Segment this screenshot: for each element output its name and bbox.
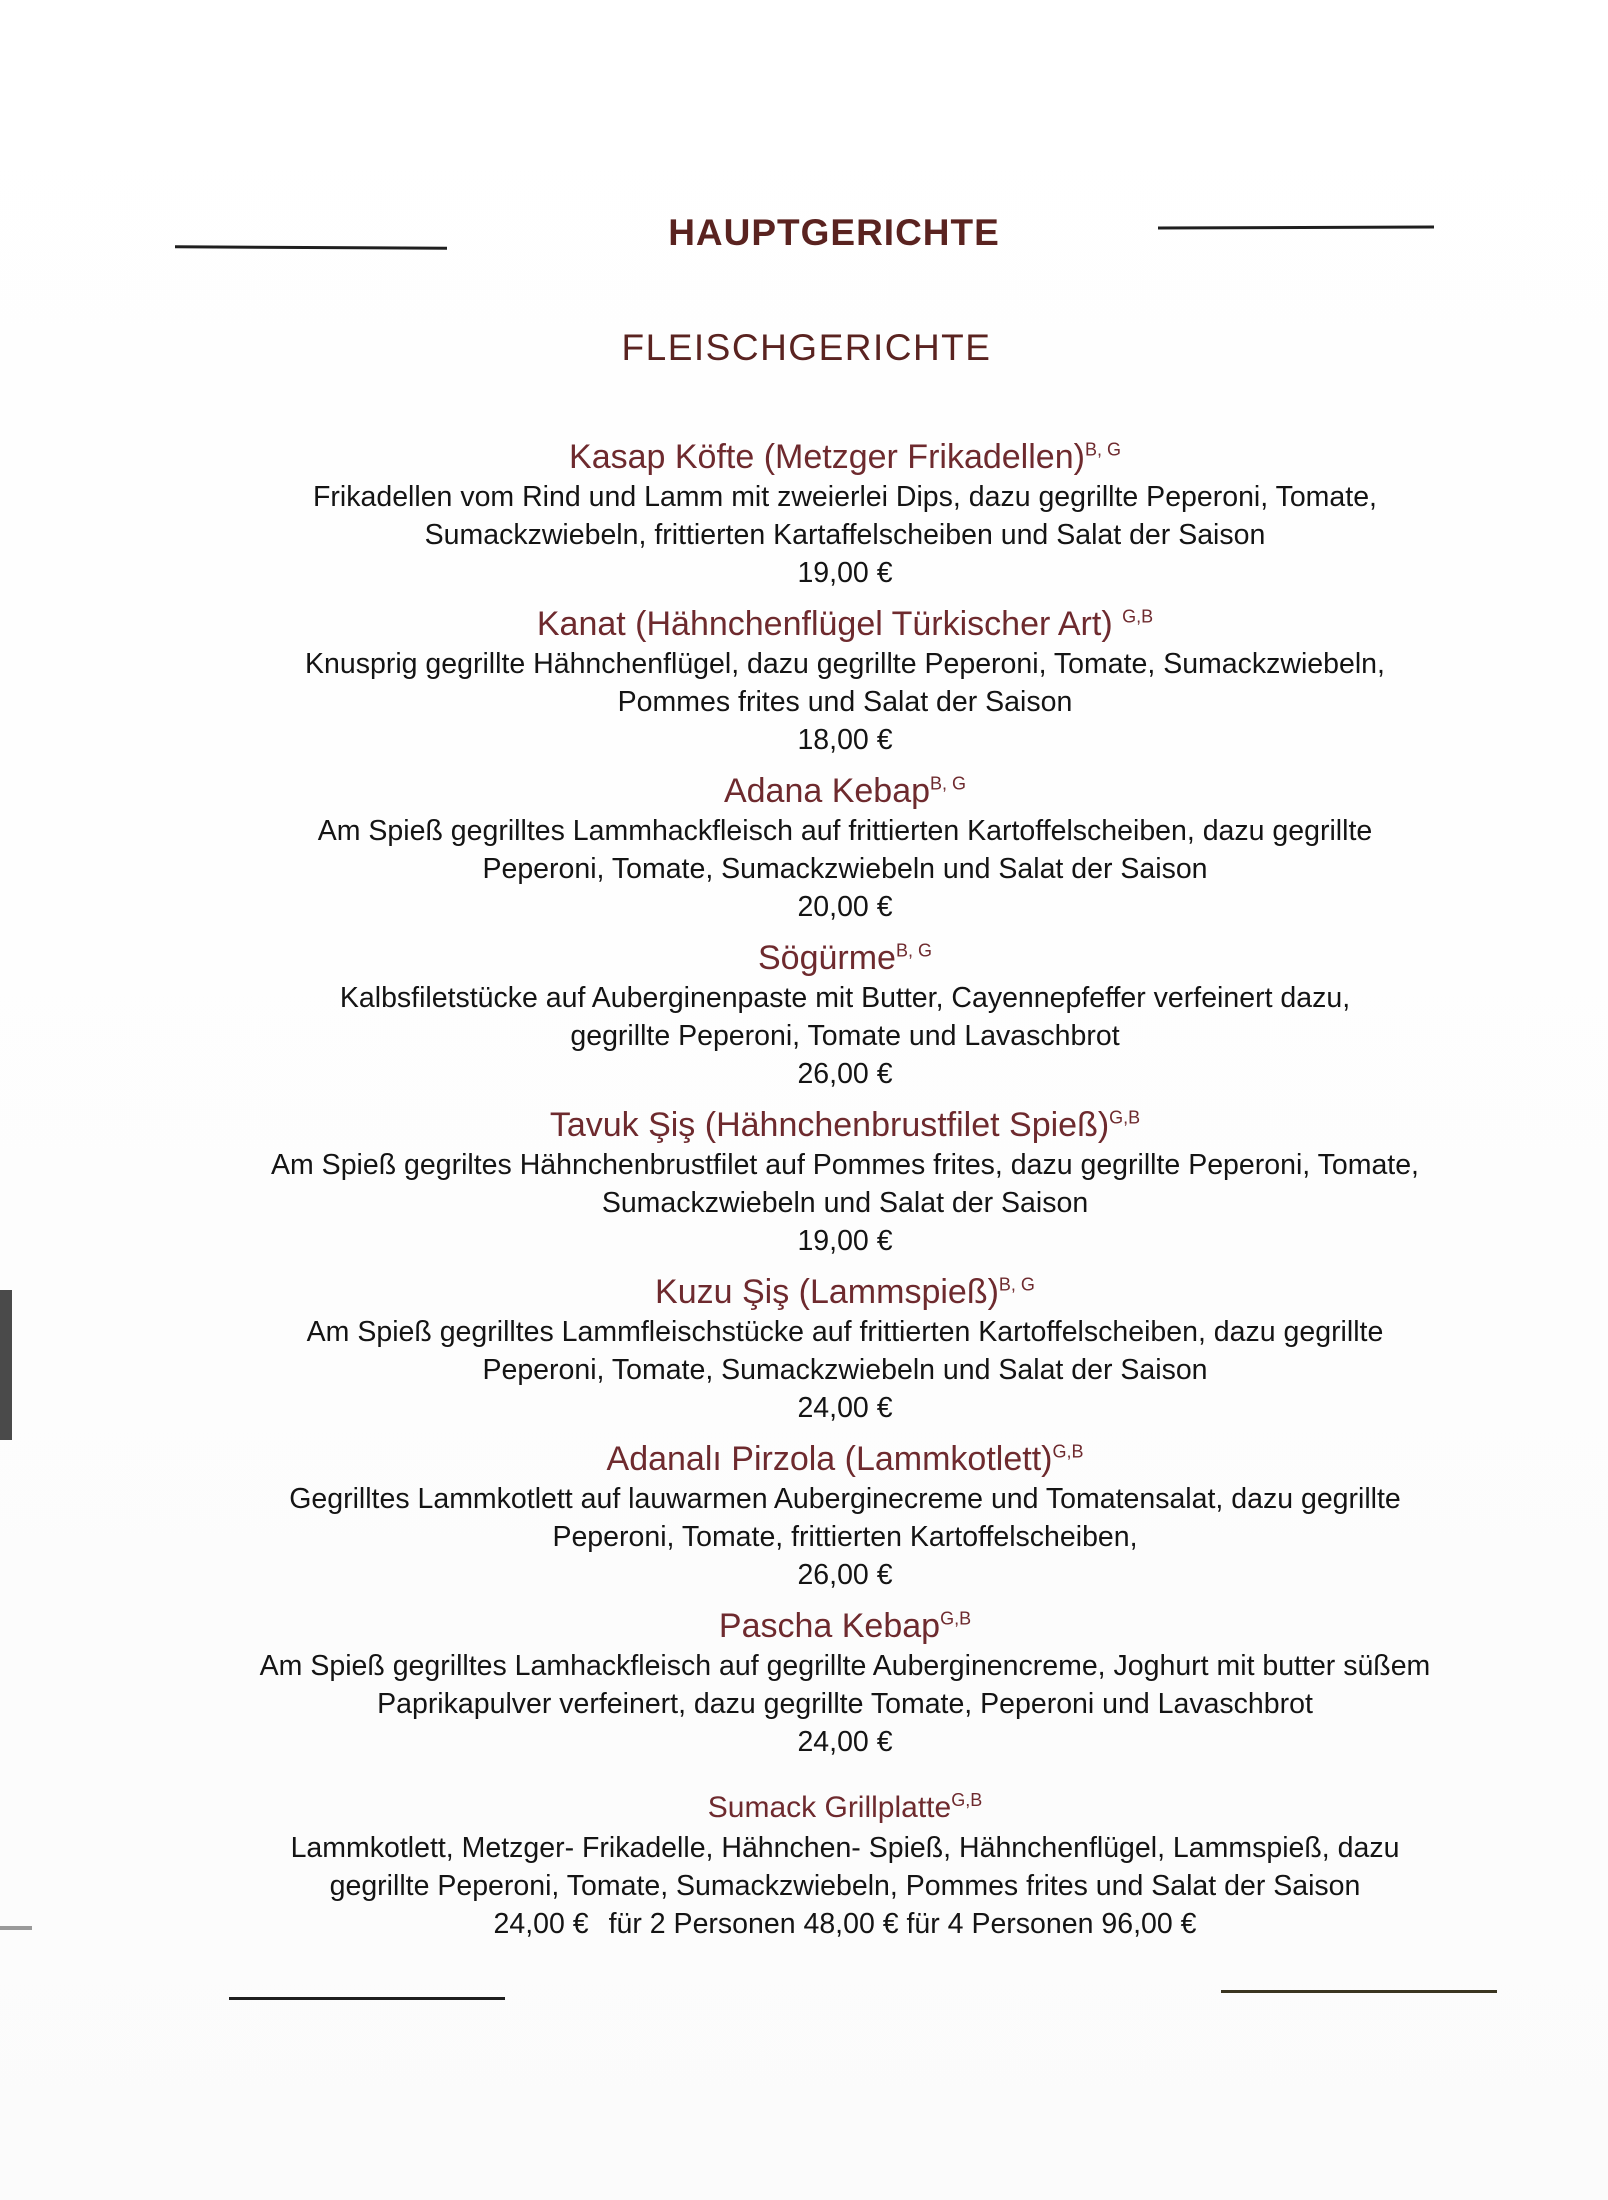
dish-description: Knusprig gegrillte Hähnchenflügel, dazu gegrillte Peperoni, Tomate, Sumackzwiebeln, Pommes frites und Salat der Saison [305,648,1385,718]
dish-price: 26,00 € [797,1559,893,1591]
dish-item [200,1438,1490,1594]
dish-price: 24,00 € [797,1392,893,1424]
dish-name: Pascha Kebap$^{G,B}$ [718,1607,972,1645]
dish-name: Kasap Köfte (Metzger Frikadellen)$^{B, G}$ [569,438,1121,476]
dish-price: 19,00 € [797,557,893,589]
dish-price: 18,00 € [797,724,893,756]
dish-list [200,436,1490,1954]
allergen-codes: G,B [951,1790,983,1810]
dish-price [200,1905,1490,1943]
dish-name: Kuzu Şiş (Lammspieß)$^{B, G}$ [655,1273,1035,1311]
dish-item [200,603,1490,759]
dish-name: Tavuk Şiş (Hähnchenbrustfilet Spieß)$^{G,B}$ [549,1106,1141,1144]
price-single: 24,00 € [493,1908,589,1940]
dish-item [200,937,1490,1093]
dish-price: 20,00 € [797,891,893,923]
allergen-codes: B, G [998,1274,1035,1295]
dish-price: 26,00 € [797,1058,893,1090]
dish-description: Frikadellen vom Rind und Lamm mit zweierlei Dips, dazu gegrillte Peperoni, Tomate, Sumackzwiebeln, frittierten Kartaffelscheiben und Salat der Saison [313,481,1377,551]
dish-item [200,436,1490,592]
dish-description: Lammkotlett, Metzger- Frikadelle, Hähnchen- Spieß, Hähnchenflügel, Lammspieß, dazu gegrillte Peperoni, Tomate, Sumackzwiebeln, Pommes frites und Salat der Saison [290,1832,1400,1902]
allergen-codes: B, G [930,773,967,794]
dish-item [200,1271,1490,1427]
dish-description: Am Spieß gegrilltes Lammfleischstücke auf frittierten Kartoffelscheiben, dazu gegrillte Peperoni, Tomate, Sumackzwiebeln und Salat der Saison [306,1316,1384,1386]
page-edge-tick [0,1926,32,1930]
allergen-codes: G,B [940,1608,972,1629]
allergen-codes: G,B [1122,606,1154,627]
dish-description: Am Spieß gegriltes Hähnchenbrustfilet auf Pommes frites, dazu gegrillte Peperoni, Tomate, Sumackzwiebeln und Salat der Saison [271,1149,1419,1219]
dish-item [200,1787,1490,1943]
menu-title: HAUPTGERICHTE [668,212,1000,253]
dish-item [200,1104,1490,1260]
bottom-left-rule [229,1997,505,2000]
dish-description: Gegrilltes Lammkotlett auf lauwarmen Auberginecreme und Tomatensalat, dazu gegrillte Peperoni, Tomate, frittierten Kartoffelscheiben, [289,1483,1401,1553]
dish-item [200,1605,1490,1761]
dish-name: Sögürme$^{B, G}$ [758,939,932,977]
dish-name: Adana Kebap$^{B, G}$ [723,772,967,810]
dish-item [200,770,1490,926]
dish-description: Am Spieß gegrilltes Lamhackfleisch auf gegrillte Auberginencreme, Joghurt mit butter süßem Paprikapulver verfeinert, dazu gegrillte Tomate, Peperoni und Lavaschbrot [259,1650,1431,1720]
dish-description: Kalbsfiletstücke auf Auberginenpaste mit Butter, Cayennepfeffer verfeinert dazu, gegrillte Peperoni, Tomate und Lavaschbrot [339,982,1351,1052]
allergen-codes: G,B [1109,1107,1141,1128]
allergen-codes: G,B [1052,1441,1084,1462]
bottom-right-rule [1221,1990,1497,1993]
price-two-persons: für 2 Personen 48,00 € [608,1908,899,1940]
price-four-persons: für 4 Personen 96,00 € [906,1908,1197,1940]
dish-description: Am Spieß gegrilltes Lammhackfleisch auf frittierten Kartoffelscheiben, dazu gegrillte Peperoni, Tomate, Sumackzwiebeln und Salat der Saison [317,815,1373,885]
dish-price: 24,00 € [797,1726,893,1758]
dish-name: Sumack Grillplatte$^{G,B}$ [707,1790,983,1824]
allergen-codes: B, G [1084,439,1121,460]
dish-name: Kanat (Hähnchenflügel Türkischer Art) $^{G,B}$ [536,605,1154,643]
page-edge-shadow [0,1290,12,1440]
dish-price: 19,00 € [797,1225,893,1257]
allergen-codes: B, G [895,940,932,961]
section-title: FLEISCHGERICHTE [621,327,992,368]
dish-name: Adanalı Pirzola (Lammkotlett)$^{G,B}$ [606,1440,1084,1478]
